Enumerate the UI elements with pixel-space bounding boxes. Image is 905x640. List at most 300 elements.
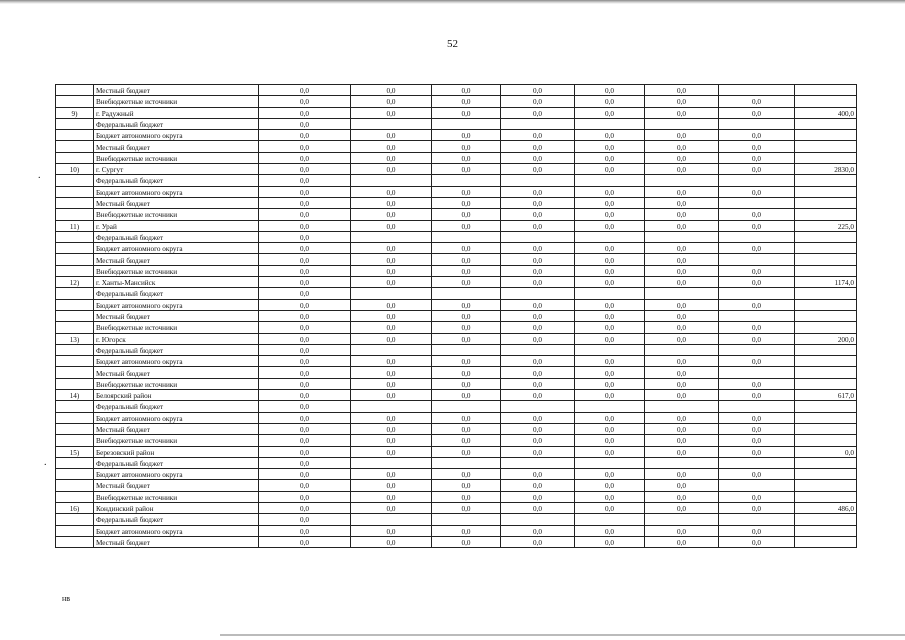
budget-table <box>55 84 857 548</box>
value-cell <box>575 344 645 355</box>
row-number-cell <box>56 480 94 491</box>
value-cell: 0,0 <box>719 502 795 513</box>
value-cell: 0,0 <box>575 197 645 208</box>
value-cell: 0,0 <box>575 243 645 254</box>
value-cell: 0,0 <box>719 446 795 457</box>
row-number-cell <box>56 525 94 536</box>
value-cell: 0,0 <box>259 107 351 118</box>
total-cell <box>795 491 857 502</box>
value-cell: 0,0 <box>351 243 432 254</box>
value-cell: 0,0 <box>432 423 501 434</box>
value-cell <box>719 480 795 491</box>
total-cell <box>795 96 857 107</box>
row-number-cell <box>56 356 94 367</box>
total-cell <box>795 141 857 152</box>
table-row <box>56 186 857 197</box>
value-cell <box>432 231 501 242</box>
value-cell: 0,0 <box>351 390 432 401</box>
value-cell: 0,0 <box>501 525 575 536</box>
row-number-cell: 9) <box>56 107 94 118</box>
value-cell: 0,0 <box>645 356 719 367</box>
row-label-cell: Березовский район <box>94 446 259 457</box>
value-cell: 0,0 <box>645 85 719 96</box>
value-cell: 0,0 <box>575 299 645 310</box>
value-cell <box>645 175 719 186</box>
row-number-cell <box>56 288 94 299</box>
value-cell: 0,0 <box>645 265 719 276</box>
total-cell: 400,0 <box>795 107 857 118</box>
value-cell <box>719 457 795 468</box>
value-cell: 0,0 <box>259 344 351 355</box>
value-cell: 0,0 <box>432 299 501 310</box>
value-cell: 0,0 <box>351 412 432 423</box>
table-row <box>56 333 857 344</box>
value-cell: 0,0 <box>432 469 501 480</box>
value-cell: 0,0 <box>575 322 645 333</box>
value-cell: 0,0 <box>259 514 351 525</box>
total-cell <box>795 423 857 434</box>
value-cell: 0,0 <box>501 277 575 288</box>
value-cell: 0,0 <box>645 152 719 163</box>
value-cell: 0,0 <box>575 85 645 96</box>
total-cell <box>795 480 857 491</box>
value-cell: 0,0 <box>432 130 501 141</box>
table-row <box>56 378 857 389</box>
total-cell <box>795 536 857 547</box>
value-cell <box>501 231 575 242</box>
total-cell <box>795 457 857 468</box>
value-cell: 0,0 <box>645 446 719 457</box>
table-row <box>56 231 857 242</box>
value-cell: 0,0 <box>645 310 719 321</box>
value-cell <box>351 118 432 129</box>
value-cell: 0,0 <box>259 220 351 231</box>
table-row <box>56 367 857 378</box>
row-number-cell <box>56 322 94 333</box>
value-cell: 0,0 <box>575 378 645 389</box>
row-label-cell: Бюджет автономного округа <box>94 130 259 141</box>
value-cell: 0,0 <box>719 322 795 333</box>
table-row <box>56 164 857 175</box>
scan-edge-bottom <box>220 634 905 636</box>
value-cell: 0,0 <box>432 480 501 491</box>
value-cell: 0,0 <box>259 401 351 412</box>
value-cell: 0,0 <box>259 502 351 513</box>
total-cell: 486,0 <box>795 502 857 513</box>
total-cell: 617,0 <box>795 390 857 401</box>
value-cell: 0,0 <box>501 480 575 491</box>
value-cell: 0,0 <box>432 356 501 367</box>
value-cell <box>575 231 645 242</box>
value-cell: 0,0 <box>575 141 645 152</box>
value-cell: 0,0 <box>259 186 351 197</box>
value-cell <box>719 118 795 129</box>
total-cell: 0,0 <box>795 446 857 457</box>
value-cell: 0,0 <box>501 502 575 513</box>
row-label-cell: Бюджет автономного округа <box>94 412 259 423</box>
value-cell: 0,0 <box>351 310 432 321</box>
value-cell: 0,0 <box>645 480 719 491</box>
row-number-cell <box>56 231 94 242</box>
value-cell: 0,0 <box>719 107 795 118</box>
row-number-cell <box>56 141 94 152</box>
row-label-cell: Местный бюджет <box>94 367 259 378</box>
row-label-cell: Бюджет автономного округа <box>94 356 259 367</box>
row-number-cell <box>56 130 94 141</box>
value-cell <box>719 344 795 355</box>
value-cell: 0,0 <box>719 220 795 231</box>
value-cell: 0,0 <box>719 164 795 175</box>
value-cell: 0,0 <box>501 423 575 434</box>
value-cell <box>645 514 719 525</box>
value-cell: 0,0 <box>501 390 575 401</box>
value-cell: 0,0 <box>259 356 351 367</box>
value-cell: 0,0 <box>259 378 351 389</box>
total-cell <box>795 367 857 378</box>
total-cell: 1174,0 <box>795 277 857 288</box>
row-number-cell <box>56 243 94 254</box>
value-cell: 0,0 <box>645 333 719 344</box>
row-number-cell <box>56 96 94 107</box>
value-cell <box>575 401 645 412</box>
row-label-cell: г. Сургут <box>94 164 259 175</box>
value-cell <box>645 118 719 129</box>
table-row <box>56 85 857 96</box>
value-cell <box>432 514 501 525</box>
value-cell: 0,0 <box>351 480 432 491</box>
value-cell: 0,0 <box>645 390 719 401</box>
value-cell <box>432 175 501 186</box>
total-cell <box>795 197 857 208</box>
value-cell: 0,0 <box>645 322 719 333</box>
value-cell: 0,0 <box>645 141 719 152</box>
value-cell: 0,0 <box>432 446 501 457</box>
table-row <box>56 96 857 107</box>
value-cell <box>645 457 719 468</box>
value-cell: 0,0 <box>501 254 575 265</box>
value-cell <box>719 197 795 208</box>
table-row <box>56 514 857 525</box>
value-cell: 0,0 <box>432 220 501 231</box>
value-cell: 0,0 <box>351 96 432 107</box>
value-cell: 0,0 <box>645 299 719 310</box>
total-cell <box>795 265 857 276</box>
value-cell <box>719 310 795 321</box>
value-cell: 0,0 <box>501 265 575 276</box>
value-cell: 0,0 <box>259 141 351 152</box>
value-cell <box>351 288 432 299</box>
value-cell: 0,0 <box>432 378 501 389</box>
total-cell <box>795 344 857 355</box>
value-cell: 0,0 <box>259 390 351 401</box>
value-cell: 0,0 <box>645 502 719 513</box>
row-label-cell: Местный бюджет <box>94 423 259 434</box>
table-row <box>56 277 857 288</box>
page-number: 52 <box>447 38 458 50</box>
table-row <box>56 152 857 163</box>
total-cell <box>795 152 857 163</box>
value-cell: 0,0 <box>501 310 575 321</box>
row-number-cell <box>56 412 94 423</box>
row-label-cell: Бюджет автономного округа <box>94 186 259 197</box>
value-cell <box>432 288 501 299</box>
value-cell: 0,0 <box>259 130 351 141</box>
row-number-cell <box>56 310 94 321</box>
value-cell: 0,0 <box>645 130 719 141</box>
value-cell: 0,0 <box>259 209 351 220</box>
value-cell: 0,0 <box>645 209 719 220</box>
value-cell <box>501 344 575 355</box>
row-number-cell <box>56 469 94 480</box>
value-cell: 0,0 <box>259 231 351 242</box>
value-cell: 0,0 <box>259 85 351 96</box>
value-cell: 0,0 <box>501 446 575 457</box>
value-cell: 0,0 <box>719 209 795 220</box>
value-cell <box>501 288 575 299</box>
value-cell: 0,0 <box>259 175 351 186</box>
value-cell <box>719 367 795 378</box>
table-row <box>56 299 857 310</box>
value-cell: 0,0 <box>351 254 432 265</box>
value-cell: 0,0 <box>719 96 795 107</box>
value-cell: 0,0 <box>351 333 432 344</box>
table-row <box>56 525 857 536</box>
value-cell: 0,0 <box>645 435 719 446</box>
row-number-cell: 16) <box>56 502 94 513</box>
value-cell: 0,0 <box>351 525 432 536</box>
value-cell <box>501 175 575 186</box>
value-cell: 0,0 <box>351 209 432 220</box>
value-cell: 0,0 <box>351 367 432 378</box>
value-cell: 0,0 <box>259 491 351 502</box>
value-cell: 0,0 <box>645 525 719 536</box>
row-number-cell <box>56 435 94 446</box>
value-cell: 0,0 <box>259 299 351 310</box>
row-number-cell <box>56 536 94 547</box>
value-cell: 0,0 <box>645 107 719 118</box>
row-label-cell: Бюджет автономного округа <box>94 299 259 310</box>
total-cell <box>795 243 857 254</box>
value-cell <box>351 457 432 468</box>
row-number-cell: 13) <box>56 333 94 344</box>
table-row <box>56 197 857 208</box>
value-cell: 0,0 <box>432 197 501 208</box>
value-cell: 0,0 <box>351 435 432 446</box>
value-cell: 0,0 <box>719 491 795 502</box>
value-cell: 0,0 <box>575 310 645 321</box>
value-cell <box>719 514 795 525</box>
value-cell: 0,0 <box>575 502 645 513</box>
total-cell <box>795 469 857 480</box>
total-cell <box>795 435 857 446</box>
row-number-cell <box>56 378 94 389</box>
row-label-cell: Белоярский район <box>94 390 259 401</box>
table-row <box>56 209 857 220</box>
value-cell: 0,0 <box>432 186 501 197</box>
value-cell: 0,0 <box>259 243 351 254</box>
row-number-cell <box>56 152 94 163</box>
row-number-cell <box>56 514 94 525</box>
value-cell: 0,0 <box>501 356 575 367</box>
value-cell: 0,0 <box>351 186 432 197</box>
row-label-cell: Федеральный бюджет <box>94 344 259 355</box>
value-cell: 0,0 <box>501 333 575 344</box>
row-number-cell: 14) <box>56 390 94 401</box>
value-cell: 0,0 <box>645 197 719 208</box>
value-cell: 0,0 <box>351 356 432 367</box>
row-label-cell: г. Радужный <box>94 107 259 118</box>
value-cell: 0,0 <box>432 152 501 163</box>
value-cell: 0,0 <box>501 186 575 197</box>
value-cell: 0,0 <box>575 525 645 536</box>
row-number-cell <box>56 491 94 502</box>
value-cell: 0,0 <box>432 141 501 152</box>
row-number-cell <box>56 118 94 129</box>
value-cell <box>351 344 432 355</box>
value-cell: 0,0 <box>501 243 575 254</box>
row-number-cell <box>56 85 94 96</box>
margin-dot: . <box>38 170 41 181</box>
value-cell: 0,0 <box>575 277 645 288</box>
row-label-cell: Федеральный бюджет <box>94 457 259 468</box>
value-cell: 0,0 <box>351 265 432 276</box>
value-cell: 0,0 <box>432 254 501 265</box>
value-cell: 0,0 <box>432 265 501 276</box>
row-label-cell: Внебюджетные источники <box>94 152 259 163</box>
table-row <box>56 469 857 480</box>
value-cell: 0,0 <box>432 390 501 401</box>
value-cell: 0,0 <box>351 446 432 457</box>
total-cell: 200,0 <box>795 333 857 344</box>
row-label-cell: г. Ханты-Мансийск <box>94 277 259 288</box>
value-cell: 0,0 <box>259 164 351 175</box>
value-cell <box>719 175 795 186</box>
row-label-cell: Внебюджетные источники <box>94 435 259 446</box>
value-cell: 0,0 <box>501 164 575 175</box>
value-cell: 0,0 <box>719 423 795 434</box>
value-cell <box>501 118 575 129</box>
table-row <box>56 107 857 118</box>
value-cell <box>501 457 575 468</box>
total-cell <box>795 310 857 321</box>
row-number-cell <box>56 209 94 220</box>
value-cell: 0,0 <box>645 186 719 197</box>
row-label-cell: Федеральный бюджет <box>94 175 259 186</box>
value-cell: 0,0 <box>432 310 501 321</box>
total-cell <box>795 401 857 412</box>
value-cell: 0,0 <box>719 536 795 547</box>
table-row <box>56 446 857 457</box>
value-cell: 0,0 <box>351 141 432 152</box>
row-number-cell <box>56 254 94 265</box>
value-cell: 0,0 <box>501 152 575 163</box>
value-cell: 0,0 <box>645 254 719 265</box>
value-cell: 0,0 <box>575 390 645 401</box>
value-cell: 0,0 <box>351 152 432 163</box>
row-number-cell: 15) <box>56 446 94 457</box>
total-cell <box>795 175 857 186</box>
value-cell: 0,0 <box>259 435 351 446</box>
value-cell: 0,0 <box>575 96 645 107</box>
value-cell: 0,0 <box>351 85 432 96</box>
value-cell: 0,0 <box>351 164 432 175</box>
value-cell: 0,0 <box>575 130 645 141</box>
value-cell <box>645 231 719 242</box>
value-cell <box>432 344 501 355</box>
value-cell: 0,0 <box>501 322 575 333</box>
value-cell <box>575 514 645 525</box>
value-cell: 0,0 <box>575 209 645 220</box>
row-label-cell: Местный бюджет <box>94 254 259 265</box>
value-cell: 0,0 <box>432 322 501 333</box>
table-row <box>56 265 857 276</box>
value-cell <box>351 401 432 412</box>
value-cell: 0,0 <box>259 423 351 434</box>
total-cell <box>795 85 857 96</box>
value-cell: 0,0 <box>501 220 575 231</box>
value-cell: 0,0 <box>501 435 575 446</box>
table-row <box>56 412 857 423</box>
table-row <box>56 141 857 152</box>
value-cell: 0,0 <box>432 96 501 107</box>
value-cell: 0,0 <box>719 277 795 288</box>
row-number-cell <box>56 423 94 434</box>
value-cell: 0,0 <box>351 536 432 547</box>
value-cell: 0,0 <box>575 152 645 163</box>
value-cell: 0,0 <box>259 367 351 378</box>
value-cell: 0,0 <box>351 469 432 480</box>
value-cell <box>351 231 432 242</box>
row-number-cell <box>56 265 94 276</box>
row-number-cell: 12) <box>56 277 94 288</box>
value-cell <box>719 254 795 265</box>
value-cell: 0,0 <box>501 299 575 310</box>
value-cell: 0,0 <box>645 367 719 378</box>
value-cell: 0,0 <box>259 536 351 547</box>
table-row <box>56 175 857 186</box>
value-cell: 0,0 <box>719 435 795 446</box>
total-cell <box>795 288 857 299</box>
value-cell: 0,0 <box>575 446 645 457</box>
table-row <box>56 502 857 513</box>
row-label-cell: Внебюджетные источники <box>94 265 259 276</box>
value-cell: 0,0 <box>719 141 795 152</box>
value-cell <box>432 118 501 129</box>
value-cell: 0,0 <box>645 378 719 389</box>
value-cell: 0,0 <box>645 277 719 288</box>
row-label-cell: Бюджет автономного округа <box>94 469 259 480</box>
table-row <box>56 130 857 141</box>
row-number-cell: 11) <box>56 220 94 231</box>
total-cell: 2830,0 <box>795 164 857 175</box>
table-row <box>56 356 857 367</box>
value-cell: 0,0 <box>575 220 645 231</box>
total-cell <box>795 130 857 141</box>
value-cell: 0,0 <box>645 469 719 480</box>
value-cell: 0,0 <box>259 288 351 299</box>
table-row <box>56 254 857 265</box>
value-cell: 0,0 <box>645 220 719 231</box>
value-cell: 0,0 <box>259 446 351 457</box>
value-cell: 0,0 <box>719 390 795 401</box>
table-row <box>56 491 857 502</box>
value-cell: 0,0 <box>719 186 795 197</box>
value-cell: 0,0 <box>575 480 645 491</box>
value-cell: 0,0 <box>501 469 575 480</box>
row-number-cell <box>56 186 94 197</box>
total-cell <box>795 118 857 129</box>
value-cell: 0,0 <box>432 491 501 502</box>
